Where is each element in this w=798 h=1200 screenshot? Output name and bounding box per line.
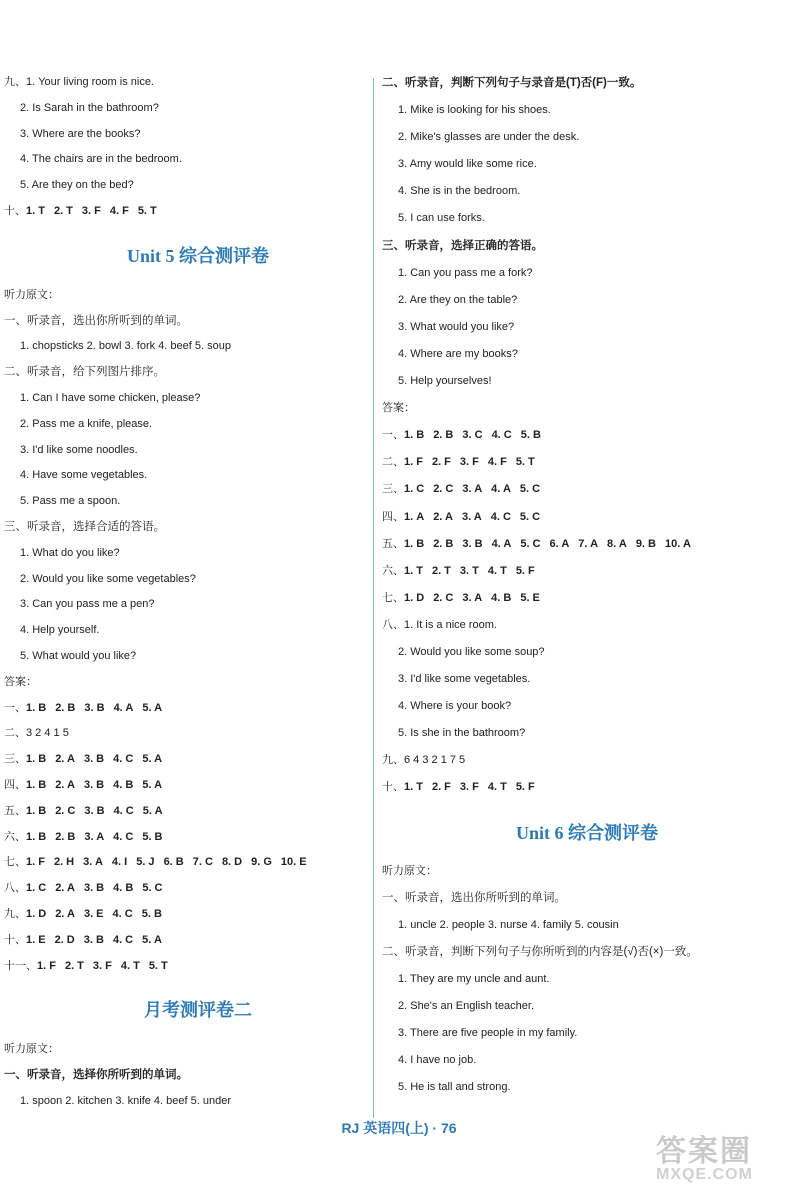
answer-item: 2. C [55, 804, 76, 817]
answer-item: 1. B [26, 753, 47, 766]
answer-item: 3. A [83, 856, 103, 869]
answer-item: 1. B [404, 537, 425, 550]
text-line: 听力原文： [382, 864, 437, 877]
text-line: 1. What do you like? [20, 546, 120, 559]
answer-item: 3. B [462, 537, 483, 550]
section-heading: 二、听录音，判断下列句子与你所听到的内容是(√)否(×)一致。 [382, 945, 698, 958]
text-line: 2. Are they on the table? [398, 293, 518, 306]
answer-item: 2. B [55, 830, 76, 843]
answer-item: 3. B [83, 882, 105, 895]
text-line: 2. She's an English teacher. [398, 1000, 535, 1012]
answer-item: 2. D [54, 933, 75, 946]
answer-item: 4. B [491, 591, 512, 604]
answer-item: 1. B [26, 804, 47, 817]
text-line: 答案： [382, 402, 415, 415]
answer-item: 3. B [83, 933, 104, 946]
answer-item: 1. A [404, 510, 425, 523]
answer-row [382, 774, 792, 801]
answer-item: 9. G [251, 856, 272, 869]
answer-item: 5. T [137, 204, 157, 217]
answer-item: 3. F [92, 959, 112, 972]
answer-item: 3. A [84, 830, 105, 843]
answer-row [382, 504, 792, 531]
answer-item: 1. E [26, 933, 46, 946]
answer-item: 4. T [487, 564, 507, 577]
answer-item: 4. C [112, 907, 133, 920]
answer-row-prefix: 三、 [4, 753, 26, 766]
answer-item: 5. A [142, 778, 163, 791]
answer-item: 1. B [404, 429, 425, 442]
answer-item: 2. F [431, 456, 451, 469]
answer-item: 4. A [491, 537, 512, 550]
text-line: 九、6 4 3 2 1 7 5 [382, 754, 466, 767]
answer-item: 6. B [163, 856, 184, 869]
answer-item: 10. A [665, 537, 691, 550]
answer-item: 1. D [404, 591, 425, 604]
answer-item: 2. C [433, 591, 454, 604]
answer-row [382, 585, 792, 612]
section-heading: 三、听录音，选择正确的答语。 [382, 239, 543, 252]
answer-item: 4. A [113, 701, 134, 714]
answer-item: 4. B [113, 778, 134, 791]
answer-row-prefix: 九、 [4, 907, 26, 920]
answer-item: 4. B [113, 882, 134, 895]
text-line: 听力原文： [4, 1043, 59, 1056]
answer-row [4, 902, 360, 928]
answer-item: 2. T [431, 564, 451, 577]
answer-item: 3. C [462, 429, 483, 442]
answer-row [4, 773, 360, 799]
answer-item: 8. A [607, 537, 627, 550]
answer-item: 2. F [431, 781, 451, 794]
watermark-logo [656, 1126, 786, 1186]
text-line: 1. Can I have some chicken, please? [20, 391, 201, 404]
text-line: 二、3 2 4 1 5 [4, 727, 69, 740]
text-line: 4. Where are my books? [398, 347, 518, 360]
text-line: 答案： [4, 675, 37, 688]
answer-item: 5. B [142, 830, 163, 843]
answer-item: 2. A [55, 907, 75, 920]
answer-row [4, 799, 360, 825]
text-line: 3. Can you pass me a pen? [20, 598, 155, 611]
answer-row [4, 954, 360, 980]
answer-item: 4. C [112, 933, 134, 946]
answer-row-prefix: 十、 [4, 933, 26, 946]
answer-item: 1. D [26, 907, 47, 920]
answer-item: 3. B [84, 804, 105, 817]
answer-item: 2. A [55, 778, 75, 791]
answer-item: 10. E [280, 856, 307, 869]
answer-item: 5. C [519, 510, 541, 523]
text-line: 九、1. Your living room is nice. [4, 76, 154, 88]
answer-item: 5. A [142, 701, 163, 714]
answer-item: 4. C [490, 510, 511, 523]
text-line: 1. Mike is looking for his shoes. [398, 104, 551, 117]
answer-item: 3. B [83, 753, 105, 766]
answer-item: 5. E [520, 591, 540, 604]
text-line: 2. Is Sarah in the bathroom? [20, 101, 159, 114]
answer-item: 1. T [404, 781, 423, 794]
section-heading: 一、听录音，选出你所听到的单词。 [382, 891, 566, 904]
section-title: Unit 6 综合测评卷 [515, 822, 658, 843]
answer-row [4, 199, 360, 225]
answer-item: 3. F [459, 781, 479, 794]
answer-item: 4. C [113, 830, 134, 843]
answer-item: 2. T [53, 204, 73, 217]
answer-row-prefix: 七、 [382, 591, 404, 604]
text-line: 5. I can use forks. [398, 212, 485, 225]
answer-item: 3. E [83, 907, 104, 920]
answer-row-prefix: 四、 [4, 778, 26, 791]
answer-row-prefix: 三、 [382, 483, 404, 496]
answer-item: 1. T [26, 204, 45, 217]
watermark-text: 答案圈 [656, 1135, 752, 1168]
answer-item: 1. C [404, 483, 425, 496]
answer-item: 4. F [487, 456, 507, 469]
answer-row-prefix: 八、 [4, 882, 26, 895]
text-line: 5. What would you like? [20, 649, 137, 662]
text-line: 4. I have no job. [398, 1054, 477, 1067]
text-line: 5. Is she in the bathroom? [398, 727, 526, 740]
answer-item: 3. F [81, 204, 101, 217]
answer-row-prefix: 六、 [382, 564, 404, 577]
answer-item: 2. A [55, 753, 75, 766]
answer-item: 3. A [462, 591, 483, 604]
answer-item: 5. A [142, 804, 163, 817]
section-heading: 三、听录音，选择合适的答语。 [4, 520, 165, 533]
answer-row [382, 476, 792, 503]
answer-item: 1. B [26, 701, 47, 714]
answer-item: 4. C [113, 804, 134, 817]
answer-item: 3. A [461, 510, 482, 523]
answer-item: 6. A [549, 537, 570, 550]
answer-item: 3. B [84, 701, 105, 714]
section-title: 月考测评卷二 [144, 1000, 252, 1021]
column-divider [373, 78, 374, 1118]
text-line: 4. Where is your book? [398, 700, 512, 713]
answer-row-prefix: 四、 [382, 510, 404, 523]
text-line: 3. I'd like some noodles. [20, 443, 138, 456]
answer-item: 5. C [519, 483, 541, 496]
text-line: 1. spoon 2. kitchen 3. knife 4. beef 5. under [20, 1094, 231, 1107]
section-heading: 一、听录音，选出你所听到的单词。 [4, 314, 188, 327]
text-line: 3. Amy would like some rice. [398, 158, 537, 171]
answer-item: 5. C [520, 537, 541, 550]
answer-row-prefix: 二、 [382, 456, 404, 469]
text-line: 4. She is in the bedroom. [398, 185, 521, 198]
section-title: Unit 5 综合测评卷 [126, 245, 269, 266]
answer-item: 2. A [55, 882, 75, 895]
answer-item: 1. F [26, 856, 45, 869]
answer-item: 5. F [515, 781, 535, 794]
answer-row [382, 422, 792, 449]
answer-item: 1. C [26, 882, 47, 895]
answer-item: 7. C [192, 856, 213, 869]
text-line: 1. uncle 2. people 3. nurse 4. family 5. cousin [398, 918, 619, 931]
section-heading: 一、听录音，选择你所听到的单词。 [4, 1069, 188, 1082]
text-line: 4. The chairs are in the bedroom. [20, 153, 182, 166]
answer-item: 8. D [221, 856, 243, 869]
text-line: 3. What would you like? [398, 320, 515, 333]
answer-item: 4. F [109, 204, 129, 217]
answer-item: 3. B [83, 778, 105, 791]
answer-item: 4. I [111, 856, 128, 869]
text-line: 3. There are five people in my family. [398, 1027, 578, 1040]
answer-row [4, 876, 360, 902]
text-line: 4. Have some vegetables. [20, 469, 148, 482]
answer-item: 2. H [53, 856, 75, 869]
answer-item: 5. T [148, 959, 168, 972]
text-line: 听力原文： [4, 288, 59, 301]
answer-item: 2. B [433, 429, 454, 442]
answer-row [4, 747, 360, 773]
answer-item: 4. T [120, 959, 140, 972]
answer-item: 9. B [635, 537, 656, 550]
text-line: 4. Help yourself. [20, 624, 100, 637]
answer-row-prefix: 十、 [382, 781, 404, 794]
answer-item: 1. F [37, 959, 56, 972]
text-line: 2. Would you like some soup? [398, 645, 545, 658]
answer-item: 1. B [26, 830, 47, 843]
answer-item: 2. A [433, 510, 453, 523]
answer-row-prefix: 十一、 [4, 959, 37, 972]
text-line: 2. Would you like some vegetables? [20, 572, 196, 585]
answer-item: 7. A [578, 537, 599, 550]
answer-item: 1. F [404, 456, 423, 469]
answer-item: 1. B [26, 778, 47, 791]
answer-item: 5. C [142, 882, 163, 895]
section-heading: 二、听录音，给下列图片排序。 [4, 366, 165, 379]
answer-item: 4. C [491, 429, 512, 442]
text-line: 2. Mike's glasses are under the desk. [398, 131, 580, 144]
answer-item: 5. A [142, 753, 163, 766]
answer-row [382, 558, 792, 585]
answer-item: 5. F [515, 564, 535, 577]
text-line: 1. They are my uncle and aunt. [398, 972, 550, 985]
text-line: 3. Where are the books? [20, 127, 141, 140]
right-column [382, 70, 792, 1101]
watermark-url: MXQE.COM [656, 1166, 753, 1183]
answer-row [4, 825, 360, 851]
answer-item: 5. A [142, 933, 162, 946]
answer-item: 3. T [459, 564, 479, 577]
text-line: 3. I'd like some vegetables. [398, 673, 531, 686]
text-line: 2. Pass me a knife, please. [20, 417, 153, 430]
answer-item: 2. B [55, 701, 76, 714]
answer-row [4, 850, 360, 876]
answer-item: 4. C [113, 753, 134, 766]
answer-item: 2. T [64, 959, 84, 972]
answer-row-prefix: 一、 [4, 701, 26, 714]
answer-item: 5. B [141, 907, 162, 920]
answer-item: 5. T [515, 456, 535, 469]
text-line: 5. Are they on the bed? [20, 179, 134, 192]
answer-row [382, 531, 792, 558]
answer-item: 2. B [433, 537, 454, 550]
answer-row-prefix: 十、 [4, 204, 26, 217]
page-footer: RJ 英语四(上) · 76 [341, 1120, 457, 1136]
text-line: 5. Help yourselves! [398, 375, 492, 388]
answer-item: 2. C [433, 483, 454, 496]
left-column [4, 70, 360, 1115]
answer-item: 5. J [136, 856, 155, 869]
text-line: 5. He is tall and strong. [398, 1081, 511, 1094]
answer-row [382, 449, 792, 476]
answer-item: 3. F [459, 456, 479, 469]
answer-row [4, 696, 360, 722]
answer-row [4, 928, 360, 954]
section-heading: 二、听录音，判断下列句子与录音是(T)否(F)一致。 [382, 77, 642, 89]
text-line: 1. chopsticks 2. bowl 3. fork 4. beef 5. soup [20, 340, 231, 353]
answer-item: 3. A [462, 483, 483, 496]
answer-item: 5. B [520, 429, 541, 442]
answer-row-prefix: 五、 [382, 537, 404, 550]
answer-item: 4. A [491, 483, 511, 496]
answer-row-prefix: 五、 [4, 804, 26, 817]
answer-item: 4. T [487, 781, 507, 794]
text-line: 5. Pass me a spoon. [20, 495, 121, 508]
text-line: 八、1. It is a nice room. [382, 618, 497, 631]
answer-row-prefix: 七、 [4, 856, 26, 869]
answer-row-prefix: 一、 [382, 429, 404, 442]
answer-item: 1. T [404, 564, 423, 577]
text-line: 1. Can you pass me a fork? [398, 266, 533, 279]
answer-row-prefix: 六、 [4, 830, 26, 843]
